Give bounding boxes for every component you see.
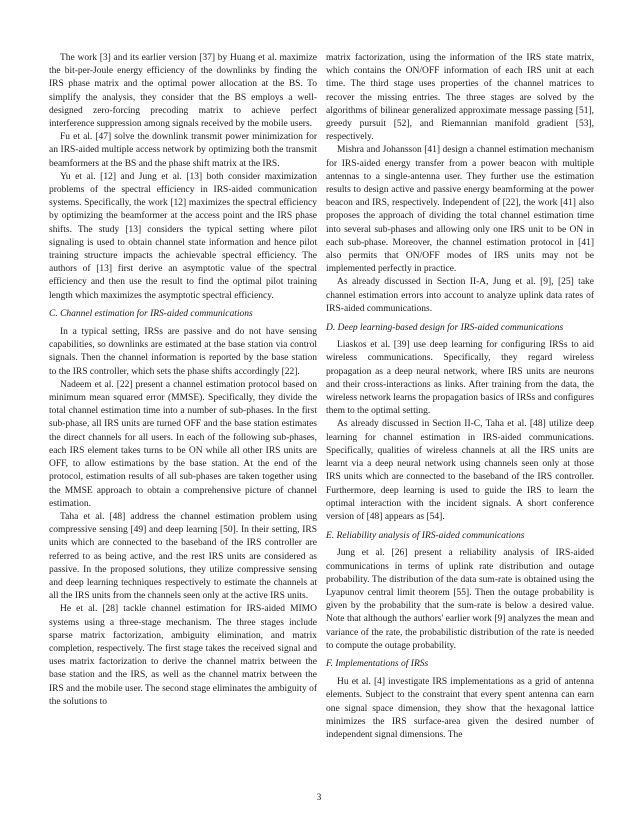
paragraph: Fu et al. [47] solve the downlink transmit power minimization for an IRS-aided multiple access network by optimizing both the transmit beamformers at the BS and the phase shift matrix at the IRS. (49, 132, 317, 169)
paragraph: Taha et al. [48] address the channel estimation problem using compressive sensing [49] and deep learning [50]. In their setting, IRS units which are connected to the baseband of the IRS controller are referred to as being active, and the rest IRS units are considered as passive. In the proposed solutions, they utilize compressive sensing and deep learning techniques respectively to estimate the channels at all the IRS units from the channels seen only at the active IRS units. (49, 511, 317, 602)
right-column (326, 52, 594, 742)
page-number: 3 (316, 793, 322, 803)
section-heading: D. Deep learning-based design for IRS-aided communications (326, 322, 564, 333)
paragraph: He et al. [28] tackle channel estimation for IRS-aided MIMO systems using a three-stage mechanism. The three stages include sparse matrix factorization, ambiguity elimination, and matrix completion, respectively. The first stage takes the received signal and uses matrix factorization to derive the channel matrix between the base station and the IRS, as well as the channel matrix between the IRS and the mobile user. The second stage eliminates the ambiguity of the solutions to (49, 604, 317, 707)
paragraph: Jung et al. [26] present a reliability analysis of IRS-aided communications in terms of uplink rate distribution and outage probability. The distribution of the data sum-rate is obtained using the Lyapunov central limit theorem [55]. Then the outage probability is given by the probability that the sum-rate is below a desired value. Note that although the authors' earlier work [9] analyzes the mean and variance of the rate, the probabilistic distribution of the rate is needed to compute the outage probability. (326, 548, 594, 651)
section-heading: E. Reliability analysis of IRS-aided communications (326, 530, 525, 541)
section-heading: F. Implementations of IRSs (326, 659, 429, 670)
paragraph: As already discussed in Section II-A, Jung et al. [9], [25] take channel estimation errors into account to analyze uplink data rates of IRS-aided communications. (326, 277, 594, 314)
left-column (49, 52, 317, 709)
paragraph: Nadeem et al. [22] present a channel estimation protocol based on minimum mean squared error (MMSE). Specifically, they divide the total channel estimation time into a number of sub-phases. In the first sub-phase, all IRS units are turned OFF and the base station estimates the direct channels for all users. In each of the following sub-phases, each IRS element takes turns to be ON while all other IRS units are OFF, to allow estimations by the base station. At the end of the protocol, estimation results of all sub-phases are taken together using the MMSE approach to obtain a comprehensive picture of channel estimation. (49, 379, 317, 509)
paragraph: matrix factorization, using the information of the IRS state matrix, which contains the ON/OFF information of each IRS unit at each time. The third stage uses properties of the channel matrices to recover the missing entries. The three stages are solved by the algorithms of bilinear generalized approximate message passing [51], greedy pursuit [52], and Riemannian manifold gradient [53], respectively. (326, 53, 594, 143)
paragraph: Mishra and Johansson [41] design a channel estimation mechanism for IRS-aided energy transfer from a power beacon with multiple antennas to a single-antenna user. They further use the estimation results to design active and passive energy beamforming at the power beacon and IRS, respectively. Independent of [22], the work [41] also proposes the approach of dividing the total channel estimation time into several sub-phases and allowing only one IRS unit to be ON in each sub-phase. Moreover, the channel estimation protocol in [41] also permits that ON/OFF modes of IRS units may not be implemented perfectly in practice. (326, 145, 594, 275)
paragraph: Liaskos et al. [39] use deep learning for configuring IRSs to aid wireless communications. Specifically, they regard wireless propagation as a deep neural network, where IRS units are neurons and their cross-interactions as links. After training from the data, the wireless network learns the propagation basics of IRSs and configures them to the optimal setting. (326, 340, 594, 417)
paragraph: The work [3] and its earlier version [37] by Huang et al. maximize the bit-per-Joule energy efficiency of the downlinks by finding the IRS phase matrix and the optimal power allocation at the BS. To simplify the analysis, they consider that the BS employs a well-designed zero-forcing precoding matrix to achieve perfect interference suppression among signals received by the mobile users. (49, 53, 317, 130)
paragraph: Yu et al. [12] and Jung et al. [13] both consider maximization problems of the spectral efficiency in IRS-aided communication systems. Specifically, the work [12] maximizes the spectral efficiency by optimizing the beamformer at the access point and the IRS phase shifts. The study [13] considers the typical setting where pilot signaling is used to obtain channel state information and hence pilot training structure impacts the achievable spectral efficiency. The authors of [13] first derive an asymptotic value of the spectral efficiency and then use the result to find the optimal pilot training length which maximizes the asymptotic spectral efficiency. (49, 171, 317, 301)
paragraph: As already discussed in Section II-C, Taha et al. [48] utilize deep learning for channel estimation in IRS-aided communications. Specifically, qualities of wireless channels at all the IRS units are learnt via a deep neural network using channels seen only at those IRS units which are connected to the baseband of the IRS controller. Furthermore, deep learning is used to guide the IRS to learn the optimal interaction with the incident signals. A short conference version of [48] appears as [54]. (326, 419, 594, 522)
paragraph: Hu et al. [4] investigate IRS implementations as a grid of antenna elements. Subject to the constraint that every spent antenna can earn one signal space dimension, they show that the hexagonal lattice minimizes the IRS surface-area given the desired number of independent signal dimensions. The (326, 677, 594, 740)
section-heading: C. Channel estimation for IRS-aided communications (49, 309, 253, 320)
paragraph: In a typical setting, IRSs are passive and do not have sensing capabilities, so downlinks are estimated at the base station via control signals. Then the channel information is reported by the base station to the IRS controller, which sets the phase shifts accordingly [22]. (49, 327, 317, 377)
